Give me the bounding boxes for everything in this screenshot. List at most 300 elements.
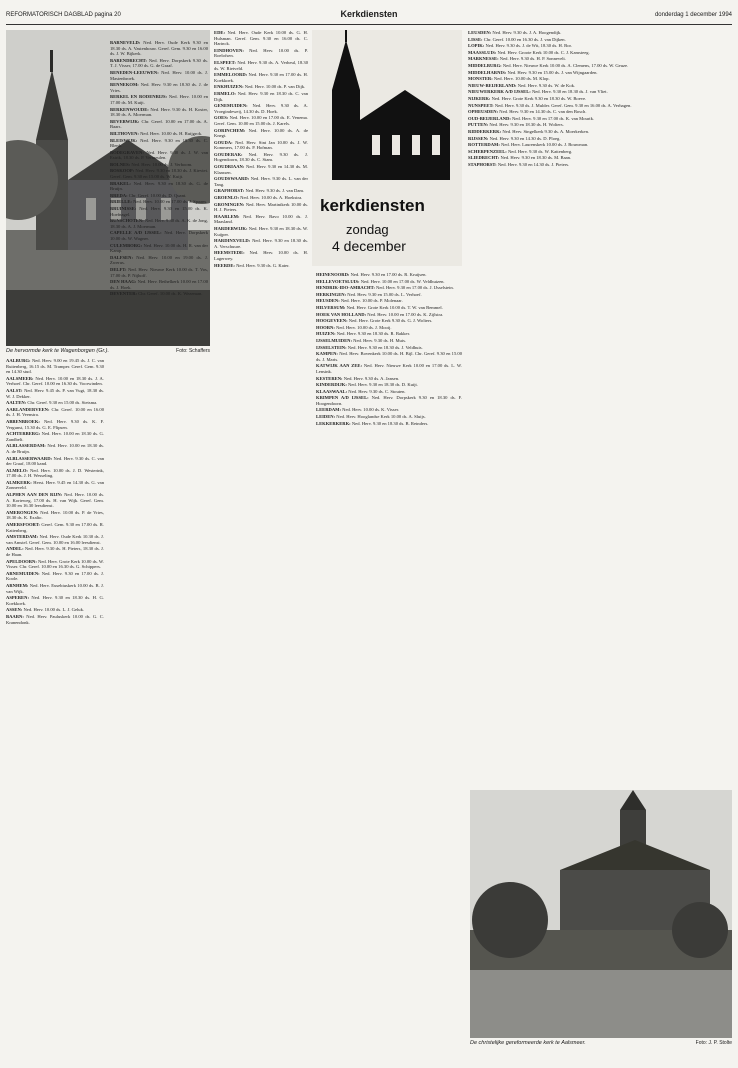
place-name: GROENLO: xyxy=(214,195,240,201)
listing-entry xyxy=(214,238,308,249)
listing-entry xyxy=(6,522,104,533)
listing-entry xyxy=(316,272,462,278)
place-name: ASPEREN: xyxy=(6,595,29,601)
service-details: Ned. Herv. 10.00 en 18.30 ds. J. A. Verhoef. Chr. Geref. 10.00 en 16.30 ds. Voorwinden. xyxy=(6,375,104,387)
service-details: Ned. Herv. 9.30 en 15.00 ds. J. van Wijngaarden. xyxy=(506,69,598,75)
service-details: Ned. Herv. Dorpskerk 9.30 en 18.30 ds. F. Hoogendoorn. xyxy=(316,395,462,406)
service-details: Herst. Herv. 9.45 en 14.30 ds. G. van Zonneveld. xyxy=(6,479,104,491)
place-name: EDE: xyxy=(214,30,225,35)
listing-entry xyxy=(6,431,104,442)
place-name: GOUDA: xyxy=(214,139,233,145)
listing-entry xyxy=(6,614,104,625)
listing-entry xyxy=(468,43,732,49)
service-details: Ned. Herv. Bavo 10.00 ds. J. Maasland. xyxy=(214,213,308,225)
service-details: Ned. Herv. 9.30 en 15.00 ds. L. Verhoef. xyxy=(346,291,422,297)
service-details: Ned. Herv. 10.00 ds. H. Lagerwey. xyxy=(214,250,308,261)
place-name: LOPIK: xyxy=(468,43,485,49)
place-name: BAARN: xyxy=(6,613,24,619)
service-details: Ned. Herv. 10.00 en 19.00 ds. J. Zwerus. xyxy=(110,254,208,266)
listing-entry xyxy=(468,136,732,142)
listing-entry xyxy=(214,84,308,90)
place-name: BERKEL EN RODENRIJS: xyxy=(110,94,168,100)
listing-entry xyxy=(214,115,308,126)
caption-text: De hervormde kerk te Wagenborgen (Gr.). xyxy=(6,348,110,354)
service-details: Chr. Geref. 10.00 ds. D. Quant. xyxy=(127,192,187,198)
service-details: Ned. Herv. Laurenskerk 10.00 ds. J. Bouwman. xyxy=(499,142,589,148)
listing-entry xyxy=(110,131,208,137)
listing-entry xyxy=(6,376,104,387)
service-details: Ned. Herv. 9.30 en 18.30 ds. J. Kieviet. Geref. Gem. 9.30 en 15.00 ds. W. Kuijt. xyxy=(110,168,208,180)
place-name: BOLNES: xyxy=(110,161,131,167)
service-details: Ned. Herv. 9.30 ds. W. Kattenberg. xyxy=(506,148,573,154)
listing-entry xyxy=(214,103,308,114)
listing-entry xyxy=(110,107,208,118)
place-name: GOUDSWAARD: xyxy=(214,176,250,182)
listing-entry xyxy=(468,89,732,95)
church-logo-icon xyxy=(312,30,462,190)
service-details: Ned. Herv. 9.30 ds. J. van Dam. xyxy=(244,188,305,194)
service-details: Ned. Herv. 9.30 en 17.00 ds. J. IJsselstein. xyxy=(374,285,454,291)
listing-entry xyxy=(316,382,462,388)
listing-entry xyxy=(316,292,462,298)
service-details: Ned. Herv. Dorpskerk 10.00 ds. W. Wagner. xyxy=(110,230,208,241)
place-name: EINDHOVEN: xyxy=(214,47,244,53)
listing-entry xyxy=(110,279,208,290)
photo-caption-bottom xyxy=(470,1040,732,1046)
listing-entry xyxy=(214,176,308,187)
place-name: BARNEVELD: xyxy=(110,40,141,45)
listing-column-3 xyxy=(214,30,308,1060)
service-details: Ned. Herv. 9.30 en 15.00 ds. K. Hoefnagel. xyxy=(110,206,208,217)
listing-entry xyxy=(468,96,732,102)
service-details: Ned. Herv. 9.30 en 18.30 ds. W. Kuijper. xyxy=(214,226,308,237)
place-name: ALMELO: xyxy=(6,467,28,473)
place-name: ELSPEET: xyxy=(214,59,236,65)
place-name: HOEK VAN HOLLAND: xyxy=(316,311,367,317)
place-name: SCHERPENZEEL: xyxy=(468,148,507,154)
listing-entry xyxy=(214,140,308,151)
service-details: Ned. Herv. 9.30 en 18.30 ds. M. Baan. xyxy=(499,155,572,161)
place-name: OUD-BEIJERLAND: xyxy=(468,115,511,121)
service-details: Ned. Herv. 10.00 ds. L. J. Geluk. xyxy=(22,607,85,613)
listing-entry xyxy=(110,267,208,278)
service-details: Ned. Herv. Oude Kerk 10.30 ds. J. van Amstel. Geref. Gem. 10.00 en 16.00 leesdienst. xyxy=(6,534,104,545)
listing-entry xyxy=(214,250,308,261)
place-name: MARKNESSE: xyxy=(468,56,499,62)
listing-entry xyxy=(6,456,104,467)
banner-title: kerkdiensten xyxy=(320,196,425,215)
place-name: GOES: xyxy=(214,115,229,121)
service-details: Ned. Herv. Eusebiuskerk 10.00 ds. B. J. van Wijk. xyxy=(6,582,104,594)
service-details: Ned. Herv. 10.00 ds. H. Ruijgrok. xyxy=(138,130,203,136)
service-details: Ned. Herv. 9.30 ds. C. van der Graaf, 18.00 kand. xyxy=(6,455,104,467)
listing-entry xyxy=(110,255,208,266)
place-name: BRUINISSE: xyxy=(110,206,137,212)
listing-entry xyxy=(316,298,462,304)
service-details: Ned. Herv. 10.00 en 17.00 ds. E. Venema. Geref. Gem. 10.00 en 15.00 ds. J. Karels. xyxy=(214,115,308,126)
listing-entry xyxy=(214,128,308,139)
place-name: ALPHEN AAN DEN RIJN: xyxy=(6,492,63,498)
place-name: MONSTER: xyxy=(468,76,493,82)
place-name: OPHEUSDEN: xyxy=(468,109,499,115)
listing-entry xyxy=(316,376,462,382)
listing-entry xyxy=(214,164,308,175)
service-details: Chr. Geref. 9.30 en 15.00 ds. Sietsma. xyxy=(26,400,98,406)
service-details: Ned. Herv. 9.30 en 18.30 ds. B. Reinders. xyxy=(350,420,429,426)
service-details: Ned. Herv. 9.30 ds. A. Verheul, 18.30 ds. W. Rietveld. xyxy=(214,59,308,71)
service-details: Ned. Herv. 9.30 ds. H. Muis. xyxy=(352,337,407,343)
listing-entry xyxy=(214,48,308,59)
listing-entry xyxy=(468,122,732,128)
service-details: Ned. Herv. Sint Jan 10.00 ds. J. W. Kommers, 17.00 ds. P. Hofman. xyxy=(214,139,308,151)
service-details: Ned. Herv. 9.30 ds. J. Mulder. Geref. Gem. 9.30 en 16.00 ds. A. Verhagen. xyxy=(493,102,632,108)
place-name: NIJKERK: xyxy=(468,95,491,101)
place-name: ROTTERDAM: xyxy=(468,142,500,148)
service-details: Ned. Herv. 9.30 ds. C. Stouten. xyxy=(347,388,406,394)
listing-entry xyxy=(316,351,462,362)
service-details: Ned. Herv. 10.00 en 18.30 ds. A. de Bruijn. xyxy=(6,443,104,454)
listing-entry xyxy=(6,358,104,375)
listing-entry xyxy=(316,285,462,291)
listing-entry xyxy=(316,338,462,344)
place-name: AMSTERDAM: xyxy=(6,534,39,540)
place-name: HAARLEM: xyxy=(214,213,240,219)
listing-entry xyxy=(6,571,104,582)
place-name: CAPELLE A/D IJSSEL: xyxy=(110,230,162,236)
place-name: BARENDRECHT: xyxy=(110,57,147,63)
service-details: Ned. Herv. 9.30 ds. H. Koster, 18.30 ds. A. Moerman. xyxy=(110,106,208,118)
place-name: NUNSPEET: xyxy=(468,102,494,108)
listing-entry xyxy=(6,583,104,594)
listing-entry xyxy=(214,214,308,225)
service-details: Ned. Herv. 10.00 ds. J. Mastenbroek. xyxy=(110,69,208,81)
place-name: BREDA: xyxy=(110,192,128,198)
listing-entry xyxy=(468,109,732,115)
service-details: Ned. Herv. 9.00 en 19.45 ds. J. C. van Ruitenberg, 16.15 ds. M. Tramper. Geref. Gem. 9.30 en 14.30 stud. xyxy=(6,358,104,375)
issue-date: donderdag 1 december 1994 xyxy=(654,12,732,18)
page-header xyxy=(6,8,732,25)
service-details: Ned. Herv. 10.00 ds. J. Verboom. xyxy=(130,161,193,167)
listing-entry xyxy=(6,468,104,479)
listing-entry xyxy=(110,199,208,205)
photo-credit: Foto: J. P. Stolte xyxy=(695,1040,732,1046)
listing-entry xyxy=(316,305,462,311)
listing-entry xyxy=(468,116,732,122)
section-title: Kerkdiensten xyxy=(340,9,398,19)
banner-date: 4 december xyxy=(332,238,406,254)
listing-entry xyxy=(110,138,208,149)
service-details: Ned. Herv. Martinikerk 10.00 ds. H. J. Pieters. xyxy=(214,201,308,213)
place-name: KINDERDIJK: xyxy=(316,382,347,388)
service-details: Ned. Herv. Nieuwe Kerk 10.00 ds. T. Vos, 17.00 ds. P. Nijhoff. xyxy=(110,266,208,278)
place-name: NIEUW-BEIJERLAND: xyxy=(468,82,517,88)
place-name: KATWIJK AAN ZEE: xyxy=(316,363,362,369)
place-name: AALSMEER: xyxy=(6,375,34,381)
place-name: GOUDERAK: xyxy=(214,151,243,157)
listing-column-5 xyxy=(468,30,732,784)
church-photo-aalsmeer xyxy=(470,790,732,1038)
service-details: Ned. Herv. 9.30 en 18.30 ds. H. G. Koekkoek. xyxy=(6,595,104,606)
service-details: Ned. Herv. Dorpskerk 9.30 ds. T. J. Visser, 17.00 ds. G. de Graaf. xyxy=(110,57,208,69)
place-name: DEN HAAG: xyxy=(110,279,137,285)
listing-entry xyxy=(110,206,208,217)
place-name: HARDERWIJK: xyxy=(214,226,248,231)
listing-entry xyxy=(110,181,208,192)
listing-entry xyxy=(110,168,208,179)
service-details: Ned. Herv. 9.30 en 18.30 ds. C. van Dijk. xyxy=(214,90,308,102)
place-name: IJSSELMUIDEN: xyxy=(316,337,352,343)
place-name: BENNEKOM: xyxy=(110,82,139,88)
place-name: IJSSELSTEIN: xyxy=(316,344,347,350)
service-details: Ned. Herv. Grote Kerk 10.00 ds. T. W. van Bemmel. xyxy=(345,304,443,310)
place-name: AALBURG: xyxy=(6,358,31,363)
place-name: LISSE: xyxy=(468,36,483,42)
service-details: Ned. Herv. 9.30 ds. H. P. Sonnevelt. xyxy=(498,56,566,62)
listing-entry xyxy=(6,443,104,454)
listing-entry xyxy=(468,56,732,62)
service-details: Ned. Herv. 9.30 ds. W. de Kok. xyxy=(516,82,576,88)
place-name: RIJSSEN: xyxy=(468,135,489,141)
listing-entry xyxy=(468,162,732,168)
listing-column-4 xyxy=(316,272,462,1062)
listing-entry xyxy=(316,279,462,285)
service-details: Ned. Herv. 10.00 ds. P. van Dijk. xyxy=(243,84,306,90)
place-name: BRAKEL: xyxy=(110,180,131,186)
place-name: ANDEL: xyxy=(6,546,24,552)
place-name: LEIDEN: xyxy=(316,414,336,420)
service-details: Ned. Herv. 9.30 en 14.30 ds. C. van den Bosch. xyxy=(498,109,587,115)
service-details: Ned. Herv. 10.00 ds. J. D. Westerink, 17.00 ds. J. H. Wesseling. xyxy=(6,467,104,479)
service-details: Ned. Herv. 10.00 en 17.00 ds. M. Kuijt. xyxy=(110,94,208,105)
place-name: HOOGEVEEN: xyxy=(316,318,348,324)
place-name: STAPHORST: xyxy=(468,161,497,167)
service-details: Ned. Herv. Grote Kerk 9.30 en 18.30 ds. W. Boeve. xyxy=(490,95,587,101)
service-details: Ned. Herv. Oude Kerk 10.00 ds. G. H. Hulsman. Geref. Gem. 9.30 en 16.00 ds. C. Harinck. xyxy=(214,30,308,47)
listing-entry xyxy=(468,76,732,82)
service-details: Ned. Herv. 9.30 ds. K. F. Vergunst, 15.30 ds. G. E. Flipsen. xyxy=(6,418,104,430)
listing-entry xyxy=(468,129,732,135)
place-name: BOSKOOP: xyxy=(110,168,135,174)
place-name: GOUDRIAAN: xyxy=(214,164,245,170)
photo-credit: Foto: Schaffers xyxy=(176,348,210,354)
listing-entry xyxy=(6,510,104,521)
service-details: Ned. Herv. 9.30 en 18.30 ds. H. Wolters. xyxy=(488,122,564,128)
listing-entry xyxy=(316,389,462,395)
place-name: NIEUWERKERK A/D IJSSEL: xyxy=(468,89,531,95)
caption-text: De christelijke gereformeerde kerk te Aalsmeer. xyxy=(470,1040,586,1046)
service-details: Ned. Herv. 9.30 ds. J. W. van Estrik, 18.30 ds. P. Vermeulen. xyxy=(110,149,208,161)
place-name: EMMELOORD: xyxy=(214,72,248,78)
place-name: ACHTERBERG: xyxy=(6,431,41,437)
service-details: Ned. Herv. 9.45 ds. P. van Vugt, 18.30 ds. W. J. Dekker. xyxy=(6,387,104,399)
listing-entry xyxy=(316,318,462,324)
listing-entry xyxy=(6,407,104,418)
listing-entry xyxy=(316,407,462,413)
service-details: Ned. Herv. 10.00 ds. J. Mooij. xyxy=(334,324,392,330)
place-name: HELLEVOETSLUIS: xyxy=(316,278,360,284)
place-name: KESTEREN: xyxy=(316,375,343,381)
listing-entry xyxy=(6,388,104,399)
place-name: HEUSDEN: xyxy=(316,298,340,304)
place-name: HOORN: xyxy=(316,324,335,330)
service-details: Ned. Herv. 10.00 ds. A. de Knegt. xyxy=(214,127,308,139)
service-details: Ned. Herv. Bethelkerk 10.00 en 17.00 ds. J. Hoek. xyxy=(110,279,208,290)
place-name: BUNSCHOTEN: xyxy=(110,218,144,224)
place-name: KAMPEN: xyxy=(316,351,338,357)
service-details: Ned. Herv. 9.30 en 14.30 ds. J. Pieters. xyxy=(496,161,570,167)
place-name: ENKHUIZEN: xyxy=(214,84,244,90)
service-details: Ned. Herv. 9.30 ds. G. Kater. xyxy=(234,262,290,268)
service-details: Chr. Geref. 10.00 en 16.00 ds. J. H. Veenstra. xyxy=(6,406,104,418)
listing-entry xyxy=(110,40,208,57)
service-details: Ned. Herv. 10.00 en 18.30 ds. G. Zandbelt. xyxy=(6,431,104,442)
listing-entry xyxy=(214,60,308,71)
place-name: RIDDERKERK: xyxy=(468,128,502,134)
listing-entry xyxy=(468,83,732,89)
place-name: HEEMSTEDE: xyxy=(214,250,245,256)
service-details: Ned. Herv. 10.00 ds. K. Visser. xyxy=(341,407,400,413)
service-details: Ned. Herv. 10.00 ds. A. Korteweg, 17.00 ds. H. van Wijk. Geref. Gem. 10.00 en 16.30 leesdienst. xyxy=(6,492,104,509)
listing-entry xyxy=(6,400,104,406)
place-name: GRONINGEN: xyxy=(214,201,245,207)
listing-entry xyxy=(110,119,208,130)
listing-entry xyxy=(316,414,462,420)
place-name: DEVENTER: xyxy=(110,291,138,297)
place-name: ARNEMUIDEN: xyxy=(6,570,40,576)
listing-entry xyxy=(214,91,308,102)
listing-entry xyxy=(6,492,104,509)
listing-entry xyxy=(214,72,308,83)
service-details: Ned. Herv. 10.00 en 17.00 ds. J. Spaans. xyxy=(131,199,208,205)
listing-entry xyxy=(6,607,104,613)
place-name: ABBENBROEK: xyxy=(6,418,40,424)
place-name: BLEISWIJK: xyxy=(110,137,138,143)
listing-entry xyxy=(110,58,208,69)
listing-entry xyxy=(316,325,462,331)
place-name: GORINCHEM: xyxy=(214,127,246,133)
service-details: Ned. Herv. 9.30 en 18.30 ds. R. Bakker. xyxy=(335,331,410,337)
service-details: Ned. Herv. Nieuwe Kerk 10.00 ds. A. Clemens, 17.00 ds. W. Geuze. xyxy=(501,62,629,68)
service-details: Ned. Herv. 10.00 ds. P. de Vries, 18.30 ds. K. Exalto. xyxy=(6,509,104,521)
listing-entry xyxy=(214,152,308,163)
place-name: PUTTEN: xyxy=(468,122,489,128)
listing-entry xyxy=(110,82,208,93)
service-details: Ned. Herv. Nieuwe Kerk 10.00 en 17.00 ds. L. W. Lensink. xyxy=(316,363,462,374)
service-details: Ned. Herv. 9.30 en 17.00 ds. K. van Mourik. xyxy=(510,115,595,121)
service-details: Ned. Herv. 9.30 en 18.30 ds. A. Verschuure. xyxy=(214,238,308,249)
place-name: MAASSLUIS: xyxy=(468,49,497,55)
listing-entry xyxy=(468,149,732,155)
service-details: Ned. Herv. 9.30 en 17.00 ds. J. Koole. xyxy=(6,570,104,582)
place-name: ALBLASSERDAM: xyxy=(6,443,46,449)
listing-entry xyxy=(468,70,732,76)
place-name: BENEDEN-LEEUWEN: xyxy=(110,69,159,75)
place-name: DELFT: xyxy=(110,266,127,272)
service-details: Ned. Herv. 10.00 en 17.00 ds. K. Zijlstra. xyxy=(366,311,444,317)
listing-entry xyxy=(468,37,732,43)
place-name: ERMELO: xyxy=(214,90,236,96)
listing-entry xyxy=(316,345,462,351)
listing-entry xyxy=(110,291,208,297)
place-name: KRIMPEN A/D IJSSEL: xyxy=(316,395,369,401)
listing-entry xyxy=(214,263,308,269)
place-name: GENEMUIDEN: xyxy=(214,103,248,109)
listing-entry xyxy=(316,395,462,406)
service-details: Ned. Herv. 10.00 ds. H. R. van der Kamp. xyxy=(110,242,208,254)
listing-entry xyxy=(110,70,208,81)
place-name: HILVERSUM: xyxy=(316,304,346,310)
place-name: BEVERWIJK: xyxy=(110,118,140,124)
service-details: Ned. Herv. 10.00 ds. P. Roelofsen. xyxy=(214,47,308,59)
listing-entry xyxy=(468,103,732,109)
listing-entry xyxy=(468,50,732,56)
service-details: Ned. Herv. Bovenkerk 10.00 ds. H. Bijl. Chr. Geref. 9.30 en 15.00 ds. J. Maris. xyxy=(316,351,462,362)
service-details: Ned. Herv. 10.00 en 17.00 ds. W. Veldhuizen. xyxy=(359,278,445,284)
place-name: BODEGRAVEN: xyxy=(110,149,144,155)
listing-entry xyxy=(6,480,104,491)
listing-entry xyxy=(316,331,462,337)
service-details: Ned. Herv. 10.00 ds. P. Molenaar. xyxy=(339,298,403,304)
service-details: Ned. Herv. 9.30 en 18.30 ds. C. Blenk. xyxy=(110,137,208,149)
place-name: DALFSEN: xyxy=(110,254,133,260)
place-name: MIDDELHARNIS: xyxy=(468,69,507,75)
listing-entry xyxy=(6,546,104,557)
place-name: HEINENOORD: xyxy=(316,272,350,277)
place-name: ALMKERK: xyxy=(6,479,32,485)
service-details: Ned. Herv. 10.00 ds. M. Klop. xyxy=(492,76,550,82)
service-details: Ned. Herv. Hooglandse Kerk 10.00 ds. A. Sluijs. xyxy=(335,414,426,420)
place-name: CULEMBORG: xyxy=(110,242,143,248)
place-name: KLAASWAAL: xyxy=(316,388,348,394)
listing-entry xyxy=(316,421,462,427)
listing-entry xyxy=(468,142,732,148)
service-details: Ned. Herv. Pauluskerk 10.00 ds. G. C. Kranendonk. xyxy=(6,613,104,625)
service-details: Ned. Herv. 9.30 en 18.30 ds. J. van Vliet. xyxy=(530,89,608,95)
listing-entry xyxy=(110,193,208,199)
place-name: AARLANDERVEEN: xyxy=(6,406,50,412)
listing-entry xyxy=(6,595,104,606)
place-name: LEERDAM: xyxy=(316,407,342,413)
service-details: Ned. Herv. Oude Kerk 9.30 en 18.30 ds. A. Vastenhouw. Geref. Gem. 9.30 en 16.00 ds. J. W. Bijkerk. xyxy=(110,40,208,57)
place-name: AALST: xyxy=(6,387,23,393)
service-details: Ned. Herv. 9.30 ds. A. K. de Jong, 18.30 ds. A. J. Moerman. xyxy=(110,218,208,229)
listing-entry xyxy=(316,312,462,318)
listing-column-1 xyxy=(6,358,104,1064)
listing-entry xyxy=(214,226,308,237)
listing-entry xyxy=(468,155,732,161)
listing-entry xyxy=(110,218,208,229)
listing-entry xyxy=(214,195,308,201)
listing-entry xyxy=(6,419,104,430)
place-name: AMERSFOORT: xyxy=(6,522,40,528)
listing-entry xyxy=(110,162,208,168)
service-details: Chr. Geref. 10.00 ds. K. Wezeman. xyxy=(137,291,203,297)
service-details: Chr. Geref. 10.00 en 17.00 ds. A. Baars. xyxy=(110,118,208,130)
service-details: Ned. Herv. 9.30 en 18.30 ds. J. de Vries. xyxy=(110,82,208,93)
place-name: LEKKERKERK: xyxy=(316,420,351,426)
place-name: APELDOORN: xyxy=(6,558,37,564)
listing-column-2-lower xyxy=(110,40,208,1060)
banner-day: zondag xyxy=(346,222,389,237)
service-details: Geref. Gem. 9.30 en 17.00 ds. R. Kattenberg. xyxy=(6,522,104,533)
newspaper-page-label: REFORMATORISCH DAGBLAD pagina 20 xyxy=(6,12,121,18)
place-name: BRIELLE: xyxy=(110,199,132,205)
place-name: ARNHEM: xyxy=(6,582,29,588)
service-details: Ned. Herv. 9.30 en 17.00 ds. H. Koekkoek. xyxy=(214,72,308,83)
place-name: HERKINGEN: xyxy=(316,291,347,297)
service-details: Ned. Herv. 9.30 en 14.30 ds. M. Klaassen. xyxy=(214,164,308,175)
place-name: GRAFHORST: xyxy=(214,188,245,194)
